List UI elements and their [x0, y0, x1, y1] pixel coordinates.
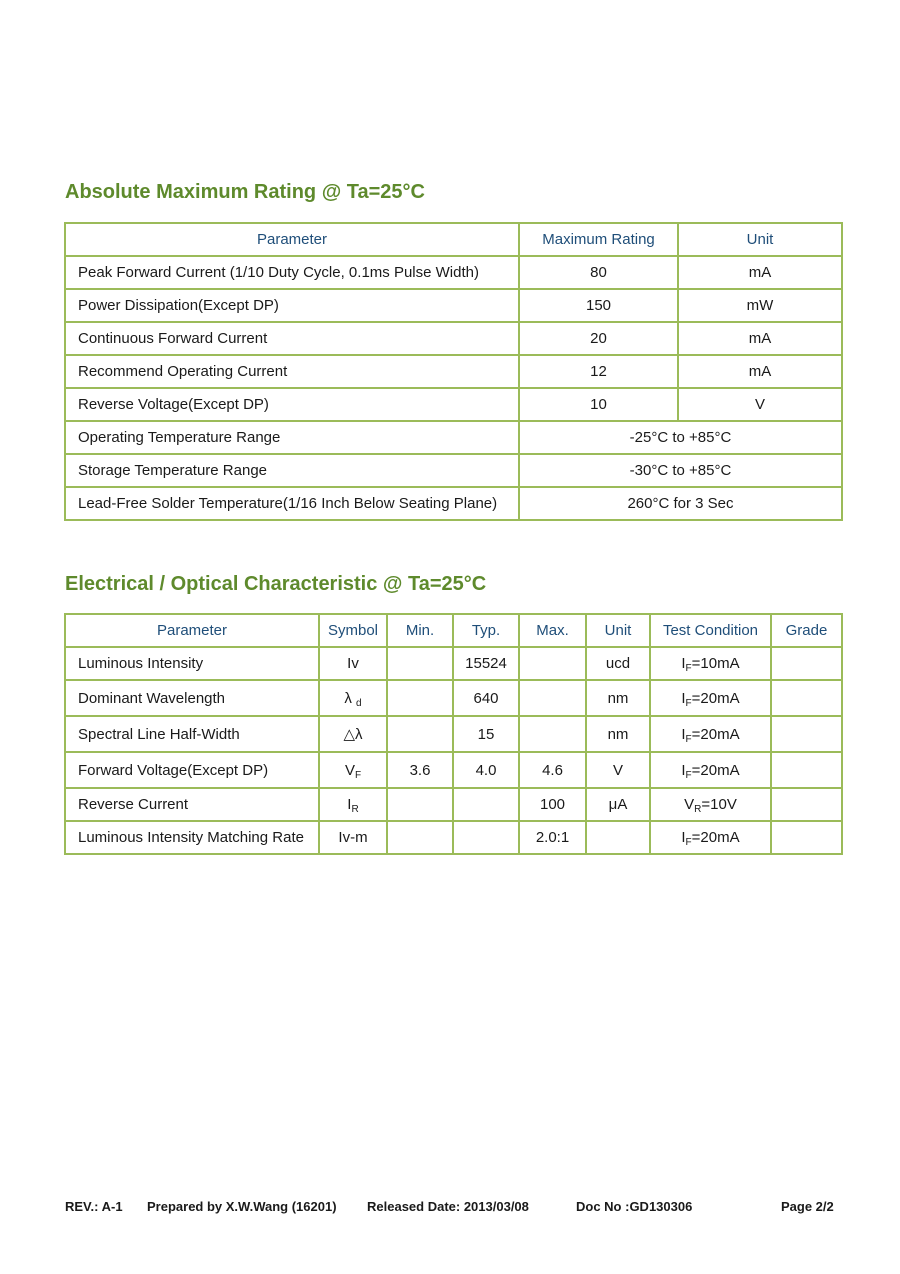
rating-cell: 20 — [519, 322, 678, 355]
symbol-text: λ — [344, 689, 352, 707]
min-cell — [387, 788, 453, 821]
condition-cell — [650, 716, 771, 752]
condition-subscript: F — [685, 663, 692, 674]
grade-cell — [771, 716, 842, 752]
symbol-text: I — [347, 796, 352, 813]
rating-cell: -30°C to +85°C — [519, 454, 842, 487]
table-row — [65, 752, 842, 788]
table-row — [65, 256, 842, 289]
symbol-cell — [319, 788, 387, 821]
symbol-text: Iv-m — [338, 829, 368, 846]
unit-cell — [586, 821, 650, 854]
unit-cell: mA — [678, 322, 842, 355]
param-cell: Power Dissipation(Except DP) — [65, 289, 519, 322]
table-row — [65, 821, 842, 854]
header-parameter: Parameter — [65, 614, 319, 647]
condition-cell — [650, 788, 771, 821]
condition-cell — [650, 752, 771, 788]
condition-main: I — [681, 655, 686, 672]
unit-cell: mW — [678, 289, 842, 322]
table-row — [65, 454, 842, 487]
footer-release-date: Released Date: 2013/03/08 — [367, 1199, 529, 1214]
table-header-row — [65, 614, 842, 647]
table-row — [65, 388, 842, 421]
typ-cell: 4.0 — [453, 752, 519, 788]
table-row — [65, 716, 842, 752]
param-cell: Dominant Wavelength — [65, 680, 319, 716]
footer-revision: REV.: A-1 — [65, 1199, 123, 1214]
header-parameter: Parameter — [65, 223, 519, 256]
unit-cell: V — [678, 388, 842, 421]
unit-cell: nm — [586, 680, 650, 716]
table-row — [65, 680, 842, 716]
condition-value: =20mA — [691, 725, 740, 743]
condition-value: =20mA — [691, 829, 740, 846]
rating-cell: 12 — [519, 355, 678, 388]
header-min: Min. — [387, 614, 453, 647]
condition-main: V — [684, 796, 695, 813]
unit-cell: V — [586, 752, 650, 788]
header-grade: Grade — [771, 614, 842, 647]
param-cell: Operating Temperature Range — [65, 421, 519, 454]
max-cell — [519, 716, 586, 752]
min-cell — [387, 716, 453, 752]
table-row — [65, 788, 842, 821]
param-cell: Lead-Free Solder Temperature(1/16 Inch Below Seating Plane) — [65, 487, 519, 520]
condition-subscript: F — [685, 769, 692, 781]
condition-main: I — [681, 689, 686, 707]
min-cell — [387, 647, 453, 680]
typ-cell: 640 — [453, 680, 519, 716]
param-cell: Storage Temperature Range — [65, 454, 519, 487]
typ-cell — [453, 821, 519, 854]
header-typ: Typ. — [453, 614, 519, 647]
rating-cell: -25°C to +85°C — [519, 421, 842, 454]
unit-cell: ucd — [586, 647, 650, 680]
symbol-cell — [319, 821, 387, 854]
param-cell: Reverse Voltage(Except DP) — [65, 388, 519, 421]
symbol-cell — [319, 752, 387, 788]
unit-cell: nm — [586, 716, 650, 752]
condition-subscript: F — [685, 697, 692, 709]
footer-page-number: Page 2/2 — [781, 1199, 834, 1214]
footer-doc-number: Doc No :GD130306 — [576, 1199, 693, 1214]
typ-cell: 15524 — [453, 647, 519, 680]
param-cell: Luminous Intensity Matching Rate — [65, 821, 319, 854]
condition-subscript: F — [685, 837, 692, 848]
symbol-subscript: R — [351, 804, 359, 815]
page-footer — [0, 1199, 900, 1219]
symbol-subscript: F — [354, 769, 362, 781]
header-symbol: Symbol — [319, 614, 387, 647]
symbol-subscript: d — [356, 697, 362, 709]
max-cell — [519, 647, 586, 680]
condition-main: I — [681, 829, 686, 846]
condition-main: I — [681, 761, 686, 779]
symbol-cell — [319, 647, 387, 680]
symbol-cell — [319, 680, 387, 716]
table-row — [65, 355, 842, 388]
unit-cell: μA — [586, 788, 650, 821]
rating-cell: 260°C for 3 Sec — [519, 487, 842, 520]
param-cell: Luminous Intensity — [65, 647, 319, 680]
symbol-text: V — [344, 761, 355, 779]
table-row — [65, 322, 842, 355]
param-cell: Forward Voltage(Except DP) — [65, 752, 319, 788]
condition-main: I — [681, 725, 686, 743]
param-cell: Recommend Operating Current — [65, 355, 519, 388]
min-cell: 3.6 — [387, 752, 453, 788]
electrical-optical-table — [64, 613, 843, 855]
typ-cell — [453, 788, 519, 821]
condition-subscript: R — [694, 804, 702, 815]
table-row — [65, 421, 842, 454]
rating-cell: 150 — [519, 289, 678, 322]
unit-cell: mA — [678, 355, 842, 388]
condition-cell — [650, 647, 771, 680]
grade-cell — [771, 647, 842, 680]
abs-max-rating-title: Absolute Maximum Rating @ Ta=25°C — [65, 181, 425, 203]
header-unit: Unit — [586, 614, 650, 647]
rating-cell: 80 — [519, 256, 678, 289]
param-cell: Spectral Line Half-Width — [65, 716, 319, 752]
param-cell: Continuous Forward Current — [65, 322, 519, 355]
header-test-condition: Test Condition — [650, 614, 771, 647]
grade-cell — [771, 680, 842, 716]
min-cell — [387, 821, 453, 854]
grade-cell — [771, 752, 842, 788]
unit-cell: mA — [678, 256, 842, 289]
table-header-row — [65, 223, 842, 256]
max-cell — [519, 680, 586, 716]
max-cell: 100 — [519, 788, 586, 821]
table-row — [65, 289, 842, 322]
header-max: Max. — [519, 614, 586, 647]
header-unit: Unit — [678, 223, 842, 256]
condition-subscript: F — [685, 733, 692, 745]
table-row — [65, 487, 842, 520]
table-row — [65, 647, 842, 680]
condition-cell — [650, 821, 771, 854]
condition-value: =20mA — [691, 761, 740, 779]
grade-cell — [771, 821, 842, 854]
param-cell: Peak Forward Current (1/10 Duty Cycle, 0.1ms Pulse Width) — [65, 256, 519, 289]
min-cell — [387, 680, 453, 716]
condition-value: =20mA — [691, 689, 740, 707]
electrical-optical-title: Electrical / Optical Characteristic @ Ta=25°C — [65, 573, 487, 595]
condition-value: =10V — [701, 796, 737, 813]
max-cell: 4.6 — [519, 752, 586, 788]
symbol-cell — [319, 716, 387, 752]
max-cell: 2.0:1 — [519, 821, 586, 854]
symbol-text: △λ — [343, 726, 363, 743]
condition-value: =10mA — [691, 655, 740, 672]
rating-cell: 10 — [519, 388, 678, 421]
abs-max-rating-table — [64, 222, 843, 521]
param-cell: Reverse Current — [65, 788, 319, 821]
typ-cell: 15 — [453, 716, 519, 752]
header-maximum-rating: Maximum Rating — [519, 223, 678, 256]
symbol-text: Iv — [347, 655, 359, 672]
footer-prepared-by: Prepared by X.W.Wang (16201) — [147, 1199, 337, 1214]
grade-cell — [771, 788, 842, 821]
condition-cell — [650, 680, 771, 716]
